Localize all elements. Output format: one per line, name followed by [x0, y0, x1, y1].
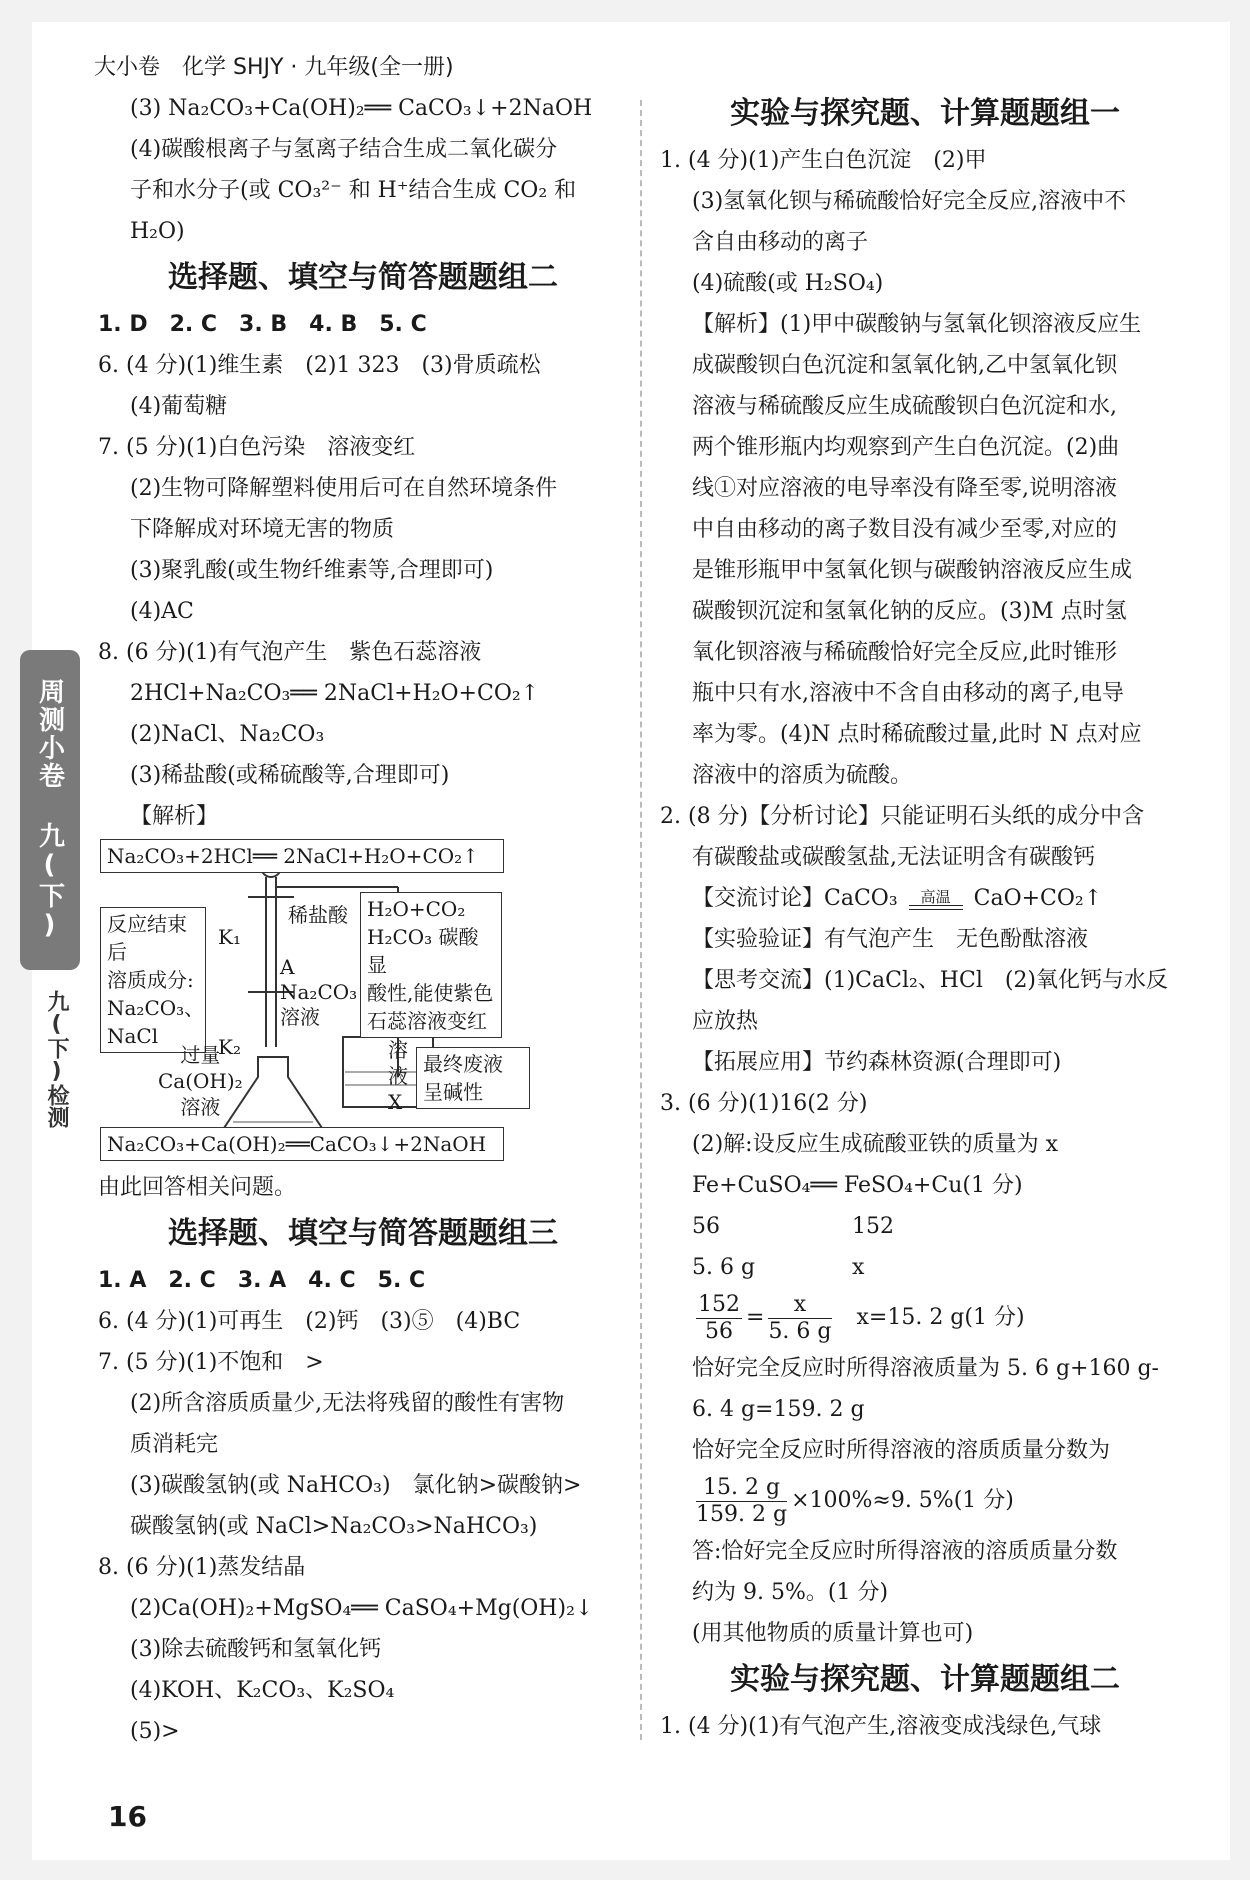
answer-line: 应放热 — [692, 1009, 759, 1034]
answer-line: 成碳酸钡白色沉淀和氢氧化钠,乙中氢氧化钡 — [692, 353, 1117, 378]
answer-line: 8. (6 分)(1)蒸发结晶 — [98, 1555, 306, 1580]
answer-line: 质消耗完 — [130, 1432, 219, 1457]
answer-line: (4)KOH、K₂CO₃、K₂SO₄ — [130, 1678, 395, 1703]
answer-line: 3. (6 分)(1)16(2 分) — [660, 1091, 868, 1116]
answer-line: 【实验验证】有气泡产生 无色酚酞溶液 — [692, 927, 1089, 952]
answer-line: 1. A 2. C 3. A 4. C 5. C — [98, 1268, 426, 1293]
answer-line: 恰好完全反应时所得溶液的溶质质量分数为 — [692, 1438, 1111, 1463]
answer-line: (2)NaCl、Na₂CO₃ — [130, 722, 325, 747]
answer-line: H₂O) — [130, 219, 185, 244]
answer-line: (用其他物质的质量计算也可) — [692, 1621, 974, 1646]
excess-caoh2-label: 过量 Ca(OH)₂ 溶液 — [158, 1043, 243, 1119]
answer-line: (2)解:设反应生成硫酸亚铁的质量为 x — [692, 1132, 1058, 1157]
answer-line: (3)稀盐酸(或稀硫酸等,合理即可) — [130, 763, 450, 788]
answer-line: 子和水分子(或 CO₃²⁻ 和 H⁺结合生成 CO₂ 和 — [130, 178, 577, 203]
answer-line: 5. 6 g x — [692, 1255, 865, 1280]
acid-label: 稀盐酸 — [288, 903, 348, 927]
answer-line: 线①对应溶液的电导率没有降至零,说明溶液 — [692, 476, 1117, 501]
answer-line: (3)氢氧化钡与稀硫酸恰好完全反应,溶液中不 — [692, 189, 1127, 214]
section-title: 实验与探究题、计算题题组二 — [730, 1662, 1120, 1697]
answer-line: 1. (4 分)(1)有气泡产生,溶液变成浅绿色,气球 — [660, 1714, 1102, 1739]
solution-label: 溶液 — [280, 1005, 320, 1029]
equation-box-top: Na₂CO₃+2HCl══ 2NaCl+H₂O+CO₂↑ — [100, 839, 504, 873]
section-title: 选择题、填空与简答题题组三 — [168, 1216, 558, 1251]
answer-line: 6. (4 分)(1)维生素 (2)1 323 (3)骨质疏松 — [98, 353, 541, 378]
answer-line: (2)生物可降解塑料使用后可在自然环境条件 — [130, 476, 558, 501]
experiment-diagram — [98, 837, 608, 1167]
label-a: A — [280, 955, 295, 979]
answer-line: (3)碳酸氢钠(或 NaHCO₃) 氯化钠>碳酸钠> — [130, 1473, 582, 1498]
side-sub-tab: 九(下)检测 — [44, 990, 69, 1128]
left-column — [98, 88, 628, 1752]
answer-line: 碳酸钡沉淀和氢氧化钠的反应。(3)M 点时氢 — [692, 599, 1127, 624]
answer-line: 瓶中只有水,溶液中不含自由移动的离子,电导 — [692, 681, 1124, 706]
answer-line: 是锥形瓶甲中氢氧化钡与碳酸钠溶液反应生成 — [692, 558, 1133, 583]
page-header: 大小卷 化学 SHJY · 九年级(全一册) — [94, 55, 454, 80]
page-number: 16 — [108, 1800, 147, 1833]
answer-line: Fe+CuSO₄══ FeSO₄+Cu(1 分) — [692, 1173, 1023, 1198]
solution-x-label: 溶 液 X — [388, 1038, 408, 1114]
carbonic-acid-box: H₂O+CO₂ H₂CO₃ 碳酸显 酸性,能使紫色 石蕊溶液变红 — [360, 892, 502, 1038]
answer-line: 6. (4 分)(1)可再生 (2)钙 (3)⑤ (4)BC — [98, 1309, 521, 1334]
answer-line: (3)聚乳酸(或生物纤维素等,合理即可) — [130, 558, 494, 583]
section-title: 选择题、填空与简答题题组二 — [168, 260, 558, 295]
fraction-line: $\frac{15. 2 g}{159. 2 g}$ ×100%≈9. 5%(1 分) — [696, 1474, 1014, 1527]
waste-box: 最终废液 呈碱性 — [416, 1047, 530, 1109]
analysis-label: 【解析】 — [130, 804, 219, 829]
answer-line: 氧化钡溶液与稀硫酸恰好完全反应,此时锥形 — [692, 640, 1117, 665]
answer-line: 1. (4 分)(1)产生白色沉淀 (2)甲 — [660, 148, 987, 173]
answer-line: 中自由移动的离子数目没有减少至零,对应的 — [692, 517, 1117, 542]
answer-line: 溶液中的溶质为硫酸。 — [692, 763, 913, 788]
answer-line: 含自由移动的离子 — [692, 230, 869, 255]
answer-line: 7. (5 分)(1)不饱和 > — [98, 1350, 324, 1375]
side-tab: 周测小卷 九(下) — [20, 650, 80, 970]
answer-line: 率为零。(4)N 点时稀硫酸过量,此时 N 点对应 — [692, 722, 1142, 747]
answer-line: (4)葡萄糖 — [130, 394, 228, 419]
answer-line: (2)所含溶质质量少,无法将残留的酸性有害物 — [130, 1391, 565, 1416]
ratio-line: $\frac{152}{56}$ = $\frac{x}{5. 6 g}$ x=15. 2 g(1 分) — [698, 1291, 1025, 1344]
na2co3-label: Na₂CO₃ — [280, 980, 358, 1004]
answer-line: (4)AC — [130, 599, 194, 624]
answer-line: 有碳酸盐或碳酸氢盐,无法证明含有碳酸钙 — [692, 845, 1095, 870]
answer-line: 答:恰好完全反应时所得溶液的溶质质量分数 — [692, 1539, 1118, 1564]
section-title: 实验与探究题、计算题题组一 — [730, 96, 1120, 131]
answer-line: (4)硫酸(或 H₂SO₄) — [692, 271, 884, 296]
right-column — [660, 88, 1190, 1747]
answer-line: 2HCl+Na₂CO₃══ 2NaCl+H₂O+CO₂↑ — [130, 681, 540, 706]
answer-line: 【交流讨论】CaCO₃ 高温 CaO+CO₂↑ — [692, 886, 1103, 911]
answer-line: 2. (8 分)【分析讨论】只能证明石头纸的成分中含 — [660, 804, 1145, 829]
solute-box: 反应结束后 溶质成分: Na₂CO₃、 NaCl — [100, 907, 206, 1053]
answer-line: 8. (6 分)(1)有气泡产生 紫色石蕊溶液 — [98, 640, 482, 665]
answer-line: 1. D 2. C 3. B 4. B 5. C — [98, 312, 427, 337]
answer-line: 下降解成对环境无害的物质 — [130, 517, 395, 542]
answer-line: (3)除去硫酸钙和氢氧化钙 — [130, 1637, 382, 1662]
answer-line: 【解析】(1)甲中碳酸钠与氢氧化钡溶液反应生 — [692, 312, 1142, 337]
answer-line: 约为 9. 5%。(1 分) — [692, 1580, 889, 1605]
answer-line: 6. 4 g=159. 2 g — [692, 1397, 865, 1422]
condition-high-temp: 高温 — [920, 887, 951, 906]
answer-line: (5)> — [130, 1719, 180, 1744]
valve-k1: K₁ — [218, 925, 241, 949]
answer-line: (4)碳酸根离子与氢离子结合生成二氧化碳分 — [130, 137, 558, 162]
answer-line: 溶液与稀硫酸反应生成硫酸钡白色沉淀和水, — [692, 394, 1117, 419]
answer-line: 【思考交流】(1)CaCl₂、HCl (2)氧化钙与水反 — [692, 968, 1169, 993]
answer-line: (3) Na₂CO₃+Ca(OH)₂══ CaCO₃↓+2NaOH — [130, 96, 593, 121]
answer-line: 【拓展应用】节约森林资源(合理即可) — [692, 1050, 1062, 1075]
equation-box-bottom: Na₂CO₃+Ca(OH)₂══CaCO₃↓+2NaOH — [100, 1127, 504, 1161]
answer-line: 由此回答相关问题。 — [98, 1175, 297, 1200]
column-divider — [640, 100, 642, 1740]
answer-line: (2)Ca(OH)₂+MgSO₄══ CaSO₄+Mg(OH)₂↓ — [130, 1596, 594, 1621]
answer-line: 两个锥形瓶内均观察到产生白色沉淀。(2)曲 — [692, 435, 1120, 460]
valve-k2: K₂ — [218, 1035, 241, 1059]
answer-line: 碳酸氢钠(或 NaCl>Na₂CO₃>NaHCO₃) — [130, 1514, 538, 1539]
answer-line: 7. (5 分)(1)白色污染 溶液变红 — [98, 435, 416, 460]
answer-line: 恰好完全反应时所得溶液质量为 5. 6 g+160 g- — [692, 1356, 1159, 1381]
answer-line: 56 152 — [692, 1214, 894, 1239]
